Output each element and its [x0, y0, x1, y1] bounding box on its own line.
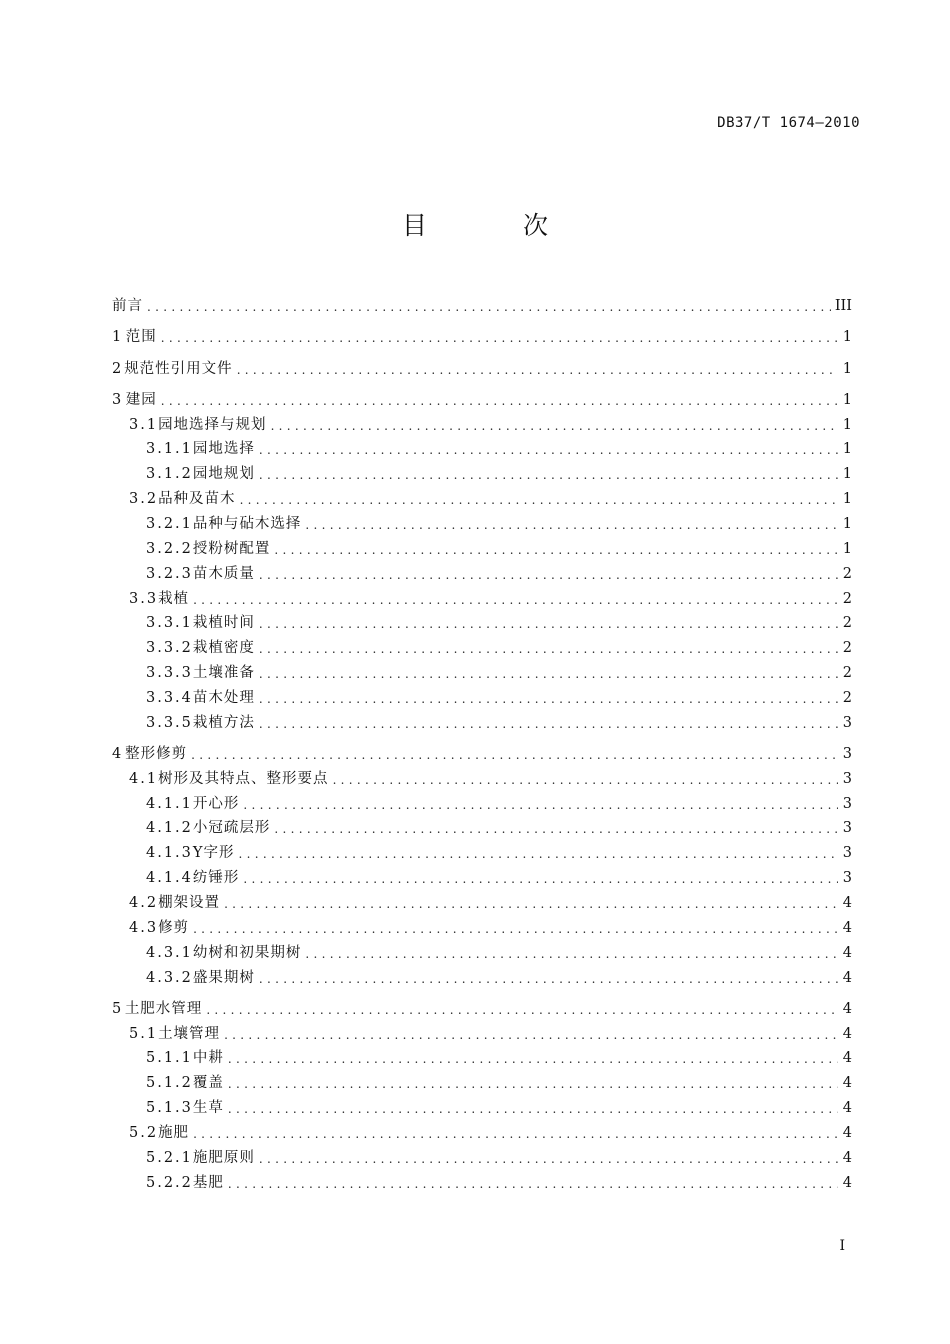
toc-entry-number: 3.2	[129, 491, 159, 508]
toc-entry[interactable]	[112, 657, 852, 682]
toc-entry-number: 5.1.1	[146, 1050, 193, 1067]
toc-dot-leader	[161, 330, 838, 346]
toc-entry-page: 4	[842, 1174, 852, 1191]
toc-entry-number: 4.1.1	[146, 795, 193, 812]
toc-entry[interactable]	[112, 912, 852, 937]
toc-entry-number: 3	[112, 391, 124, 408]
toc-entry[interactable]	[112, 508, 852, 533]
toc-entry-page: 1	[842, 540, 852, 557]
toc-entry[interactable]	[112, 788, 852, 813]
toc-entry-number: 3.1.1	[146, 441, 193, 458]
toc-entry-number: 2	[112, 360, 124, 377]
toc-entry-label: 前言	[112, 298, 143, 315]
toc-dot-leader	[193, 921, 838, 937]
toc-entry-number: 4.1.3	[146, 845, 193, 862]
toc-dot-leader	[333, 772, 838, 788]
toc-entry[interactable]	[112, 608, 852, 633]
toc-entry-label: 建园	[125, 391, 157, 408]
toc-dot-leader	[228, 1051, 838, 1067]
toc-entry-number: 4.2	[129, 894, 159, 911]
toc-entry-label: 土壤准备	[192, 665, 255, 682]
toc-dot-leader	[243, 871, 838, 887]
toc-entry-number: 4.3	[129, 919, 159, 936]
toc-entry-label: 棚架设置	[158, 894, 221, 911]
toc-dot-leader	[224, 896, 838, 912]
toc-entry-number: 5	[112, 1000, 124, 1017]
toc-entry-page: 2	[842, 640, 852, 657]
toc-dot-leader	[243, 797, 838, 813]
toc-entry-page: 4	[842, 1000, 852, 1017]
toc-dot-leader	[193, 592, 838, 608]
toc-dot-leader	[193, 1126, 838, 1142]
page-title: 目 次	[402, 211, 592, 240]
toc-dot-leader	[206, 1002, 838, 1018]
toc-entry-page: 4	[842, 1050, 852, 1067]
footer-page-number: I	[839, 1238, 845, 1254]
toc-dot-leader	[224, 1027, 838, 1043]
toc-entry[interactable]	[112, 409, 852, 434]
toc-entry-page: III	[834, 298, 852, 315]
toc-entry-number: 3.3.2	[146, 640, 193, 657]
toc-entry-number: 5.2	[129, 1124, 159, 1141]
toc-entry-number: 3.3.3	[146, 665, 193, 682]
toc-entry[interactable]	[112, 558, 852, 583]
toc-dot-leader	[259, 442, 838, 458]
toc-dot-leader	[228, 1176, 838, 1192]
toc-entry[interactable]	[112, 1018, 852, 1043]
toc-entry-number: 1	[112, 329, 124, 346]
toc-entry-number: 4	[112, 745, 124, 762]
toc-entry-label: 园地规划	[192, 466, 255, 483]
toc-entry-number: 3.2.3	[146, 565, 193, 582]
toc-entry-label: 整形修剪	[125, 745, 188, 762]
toc-entry[interactable]	[112, 837, 852, 862]
toc-entry-number: 3.3.1	[146, 615, 193, 632]
toc-entry[interactable]	[112, 1092, 852, 1117]
toc-entry-number: 4.1.2	[146, 820, 193, 837]
toc-entry-page: 3	[842, 820, 852, 837]
toc-entry-page: 2	[842, 565, 852, 582]
toc-entry-number: 4.3.1	[146, 944, 193, 961]
toc-entry-page: 4	[842, 1025, 852, 1042]
toc-entry-label: 栽植密度	[192, 640, 255, 657]
toc-entry-page: 4	[842, 919, 852, 936]
toc-entry[interactable]	[112, 533, 852, 558]
toc-entry[interactable]	[112, 284, 852, 315]
toc-entry-label: 园地选择与规划	[158, 416, 267, 433]
toc-entry-number: 5.1.3	[146, 1100, 193, 1117]
toc-dot-leader	[259, 616, 838, 632]
document-code: DB37/T 1674—2010	[717, 115, 860, 131]
toc-entry-page: 1	[842, 441, 852, 458]
toc-entry[interactable]	[112, 1142, 852, 1167]
toc-entry[interactable]	[112, 1043, 852, 1068]
toc-entry-page: 2	[842, 689, 852, 706]
toc-entry[interactable]	[112, 862, 852, 887]
toc-entry[interactable]	[112, 378, 852, 409]
toc-entry-number: 3.2.1	[146, 515, 193, 532]
toc-entry-number: 5.2.1	[146, 1149, 193, 1166]
toc-entry[interactable]	[112, 458, 852, 483]
toc-entry-page: 4	[842, 894, 852, 911]
toc-entry-number: 3.3.4	[146, 689, 193, 706]
toc-dot-leader	[259, 666, 838, 682]
toc-dot-leader	[305, 946, 838, 962]
toc-entry-label: 树形及其特点、整形要点	[158, 770, 329, 787]
toc-entry-label: 栽植方法	[192, 714, 255, 731]
table-of-contents	[112, 284, 852, 1192]
toc-entry-number: 5.2.2	[146, 1174, 193, 1191]
toc-entry-label: 小冠疏层形	[192, 820, 271, 837]
toc-entry[interactable]	[112, 707, 852, 732]
toc-entry[interactable]	[112, 1167, 852, 1192]
toc-entry-label: 品种与砧木选择	[192, 515, 302, 532]
toc-entry[interactable]	[112, 483, 852, 508]
toc-entry[interactable]	[112, 763, 852, 788]
toc-dot-leader	[191, 747, 838, 763]
toc-entry[interactable]	[112, 632, 852, 657]
toc-entry-label: 施肥原则	[192, 1149, 255, 1166]
toc-entry-page: 2	[842, 615, 852, 632]
toc-dot-leader	[228, 1101, 838, 1117]
toc-entry-number: 3.1	[129, 416, 159, 433]
toc-dot-leader	[259, 567, 838, 583]
toc-entry[interactable]	[112, 434, 852, 459]
toc-entry-page: 1	[842, 515, 852, 532]
toc-entry-page: 3	[842, 845, 852, 862]
toc-entry-number: 5.1	[129, 1025, 159, 1042]
toc-dot-leader	[259, 716, 838, 732]
toc-entry-label: 基肥	[192, 1174, 224, 1191]
toc-entry-label: 规范性引用文件	[124, 360, 233, 377]
toc-dot-leader	[259, 691, 838, 707]
toc-dot-leader	[305, 517, 838, 533]
toc-entry[interactable]	[112, 962, 852, 987]
toc-entry-number: 3.3	[129, 590, 159, 607]
toc-entry-label: 盛果期树	[192, 969, 255, 986]
toc-entry-number: 3.3.5	[146, 714, 193, 731]
toc-entry-number: 5.1.2	[146, 1075, 193, 1092]
toc-entry[interactable]	[112, 987, 852, 1018]
toc-entry-label: Y字形	[192, 845, 235, 862]
toc-dot-leader	[259, 971, 838, 987]
toc-entry[interactable]	[112, 887, 852, 912]
toc-entry-page: 4	[842, 1124, 852, 1141]
toc-entry-label: 中耕	[192, 1050, 224, 1067]
toc-dot-leader	[237, 362, 838, 378]
toc-entry-page: 2	[842, 590, 852, 607]
toc-entry-page: 3	[842, 745, 852, 762]
toc-entry-number: 3.1.2	[146, 466, 193, 483]
toc-entry-number: 3.2.2	[146, 540, 193, 557]
toc-entry-label: 范围	[125, 329, 157, 346]
toc-entry-page: 4	[842, 1100, 852, 1117]
toc-entry-label: 土壤管理	[158, 1025, 221, 1042]
toc-entry-page: 4	[842, 1075, 852, 1092]
toc-entry[interactable]	[112, 682, 852, 707]
toc-dot-leader	[274, 542, 838, 558]
toc-entry[interactable]	[112, 937, 852, 962]
toc-entry-label: 施肥	[158, 1124, 190, 1141]
toc-entry-page: 3	[842, 770, 852, 787]
toc-entry-page: 2	[842, 665, 852, 682]
toc-entry-label: 苗木处理	[192, 689, 255, 706]
toc-entry-label: 修剪	[158, 919, 190, 936]
toc-entry-label: 苗木质量	[192, 565, 255, 582]
toc-entry-label: 开心形	[192, 795, 240, 812]
toc-entry-label: 授粉树配置	[192, 540, 271, 557]
toc-dot-leader	[259, 1151, 838, 1167]
toc-entry-label: 生草	[192, 1100, 224, 1117]
toc-entry-number: 4.1.4	[146, 870, 193, 887]
toc-dot-leader	[271, 418, 838, 434]
toc-entry-label: 覆盖	[192, 1075, 224, 1092]
toc-entry[interactable]	[112, 1117, 852, 1142]
toc-dot-leader	[238, 846, 838, 862]
toc-entry-page: 1	[842, 329, 852, 346]
toc-dot-leader	[240, 492, 838, 508]
toc-entry-page: 4	[842, 969, 852, 986]
toc-entry-label: 品种及苗木	[158, 491, 236, 508]
toc-dot-leader	[259, 467, 838, 483]
toc-dot-leader	[259, 641, 838, 657]
toc-entry-number: 4.3.2	[146, 969, 193, 986]
toc-entry-label: 纺锤形	[192, 870, 240, 887]
toc-entry-page: 4	[842, 1149, 852, 1166]
toc-dot-leader	[274, 821, 838, 837]
toc-entry-label: 栽植	[158, 590, 190, 607]
toc-entry-page: 1	[842, 491, 852, 508]
toc-entry[interactable]	[112, 1067, 852, 1092]
toc-entry-label: 土肥水管理	[124, 1000, 203, 1017]
toc-entry-label: 园地选择	[192, 441, 255, 458]
toc-entry[interactable]	[112, 315, 852, 346]
toc-entry-page: 1	[842, 360, 852, 377]
toc-entry-label: 栽植时间	[192, 615, 255, 632]
toc-entry-page: 3	[842, 714, 852, 731]
toc-entry-page: 1	[842, 391, 852, 408]
toc-entry-label: 幼树和初果期树	[192, 944, 302, 961]
toc-entry-page: 3	[842, 870, 852, 887]
toc-entry-page: 3	[842, 795, 852, 812]
toc-entry[interactable]	[112, 732, 852, 763]
toc-entry[interactable]	[112, 583, 852, 608]
toc-entry-number: 4.1	[129, 770, 159, 787]
toc-entry[interactable]	[112, 813, 852, 838]
toc-dot-leader	[228, 1076, 838, 1092]
toc-entry-page: 1	[842, 416, 852, 433]
toc-dot-leader	[161, 393, 838, 409]
toc-entry-page: 1	[842, 466, 852, 483]
toc-entry-page: 4	[842, 944, 852, 961]
toc-entry[interactable]	[112, 346, 852, 377]
toc-dot-leader	[147, 299, 831, 315]
